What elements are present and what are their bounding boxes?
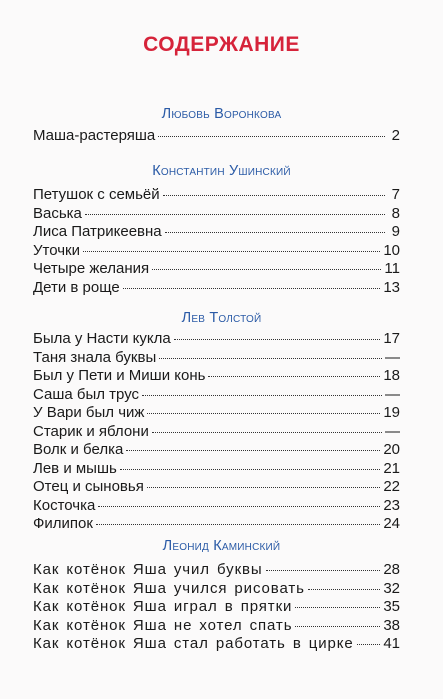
entry-title: Как котёнок Яша не хотел спать	[33, 616, 293, 634]
dot-leader	[120, 469, 381, 470]
toc-section	[33, 330, 400, 534]
toc-entry[interactable]	[33, 515, 400, 534]
entry-page: 7	[391, 186, 400, 203]
entry-title: Васька	[33, 204, 82, 222]
entry-page: 24	[383, 515, 400, 532]
dot-leader	[152, 269, 381, 270]
dot-leader	[123, 288, 381, 289]
author-heading: Лев Толстой	[181, 310, 262, 326]
toc-entry[interactable]	[33, 186, 400, 205]
entry-page: 2	[391, 127, 400, 144]
entry-title: Волк и белка	[33, 441, 124, 458]
dot-leader	[357, 644, 381, 645]
entry-page: 38	[383, 616, 400, 634]
entry-title: Петушок с семьёй	[33, 186, 160, 203]
toc-entry[interactable]	[33, 561, 400, 580]
dot-leader	[174, 339, 381, 340]
entry-title: Как котёнок Яша учил буквы	[33, 561, 263, 578]
dot-leader	[159, 358, 382, 359]
entry-page: 10	[383, 241, 400, 259]
entry-page: —	[385, 422, 400, 440]
entry-title: Четыре желания	[33, 260, 150, 277]
author-heading: Леонид Каминский	[162, 538, 281, 554]
toc-entry[interactable]	[33, 349, 400, 368]
author-heading: Константин Ушинский	[152, 163, 291, 179]
author-heading: Любовь Воронкова	[161, 106, 282, 122]
entry-title: Лиса Патрикеевна	[33, 223, 162, 240]
entry-page: 23	[383, 496, 400, 514]
toc-entry[interactable]	[33, 635, 400, 654]
entry-page: 32	[383, 579, 400, 597]
toc-entry[interactable]	[33, 598, 400, 617]
toc-entry[interactable]	[33, 404, 400, 423]
toc-entry[interactable]	[33, 441, 400, 460]
entry-title: Саша был трус	[33, 385, 140, 403]
entry-page: 41	[383, 635, 400, 652]
entry-title: Как котёнок Яша играл в прятки	[33, 598, 293, 615]
entry-title: Лев и мышь	[33, 459, 117, 477]
entry-page: 13	[383, 278, 400, 296]
toc-section	[33, 186, 400, 297]
entry-page: —	[385, 348, 400, 366]
entry-page: 22	[383, 478, 400, 495]
entry-page: 18	[383, 367, 400, 384]
toc-section	[33, 561, 400, 654]
toc-entry[interactable]	[33, 386, 400, 405]
entry-title: Филипок	[33, 515, 93, 532]
entry-page: 35	[383, 598, 400, 615]
dot-leader	[165, 232, 385, 233]
entry-title: Старик и яблони	[33, 422, 149, 440]
entry-title: У Вари был чиж	[33, 404, 145, 421]
entry-title: Дети в роще	[33, 278, 120, 296]
entry-title: Как котёнок Яша учился рисовать	[33, 579, 305, 597]
dot-leader	[85, 214, 385, 215]
entry-title: Отец и сыновья	[33, 478, 144, 495]
entry-page: 28	[383, 561, 400, 578]
entry-page: 17	[383, 330, 400, 347]
entry-page: 11	[384, 260, 400, 277]
entry-page: 20	[383, 441, 400, 458]
entry-title: Косточка	[33, 496, 96, 514]
toc-entry[interactable]	[33, 497, 400, 516]
dot-leader	[158, 136, 385, 137]
toc-entry[interactable]	[33, 330, 400, 349]
entry-page: 9	[391, 223, 400, 240]
dot-leader	[295, 626, 380, 627]
dot-leader	[163, 195, 385, 196]
entry-title: Как котёнок Яша стал работать в цирке	[33, 635, 354, 652]
dot-leader	[126, 450, 380, 451]
dot-leader	[147, 487, 380, 488]
toc-entry[interactable]	[33, 460, 400, 479]
toc-entry[interactable]	[33, 242, 400, 261]
page-title: СОДЕРЖАНИЕ	[143, 33, 300, 56]
entry-page: —	[385, 385, 400, 403]
toc-entry[interactable]	[33, 205, 400, 224]
toc-entry[interactable]	[33, 367, 400, 386]
entry-page: 8	[391, 204, 400, 222]
entry-title: Была у Насти кукла	[33, 330, 171, 347]
dot-leader	[83, 251, 380, 252]
dot-leader	[96, 524, 380, 525]
entry-title: Маша-растеряша	[33, 127, 156, 144]
dot-leader	[295, 607, 380, 608]
toc-entry[interactable]	[33, 223, 400, 242]
dot-leader	[98, 506, 380, 507]
dot-leader	[152, 432, 382, 433]
entry-page: 21	[383, 459, 400, 477]
dot-leader	[308, 589, 380, 590]
toc-entry[interactable]	[33, 127, 400, 146]
entry-title: Был у Пети и Миши конь	[33, 367, 206, 384]
toc-entry[interactable]	[33, 580, 400, 599]
dot-leader	[266, 570, 381, 571]
dot-leader	[142, 395, 382, 396]
dot-leader	[147, 413, 380, 414]
toc-entry[interactable]	[33, 423, 400, 442]
toc-entry[interactable]	[33, 279, 400, 298]
dot-leader	[208, 376, 380, 377]
toc-entry[interactable]	[33, 260, 400, 279]
toc-entry[interactable]	[33, 617, 400, 636]
entry-page: 19	[383, 404, 400, 421]
entry-title: Уточки	[33, 241, 80, 259]
toc-section	[33, 127, 400, 146]
entry-title: Таня знала буквы	[33, 348, 157, 366]
toc-entry[interactable]	[33, 478, 400, 497]
